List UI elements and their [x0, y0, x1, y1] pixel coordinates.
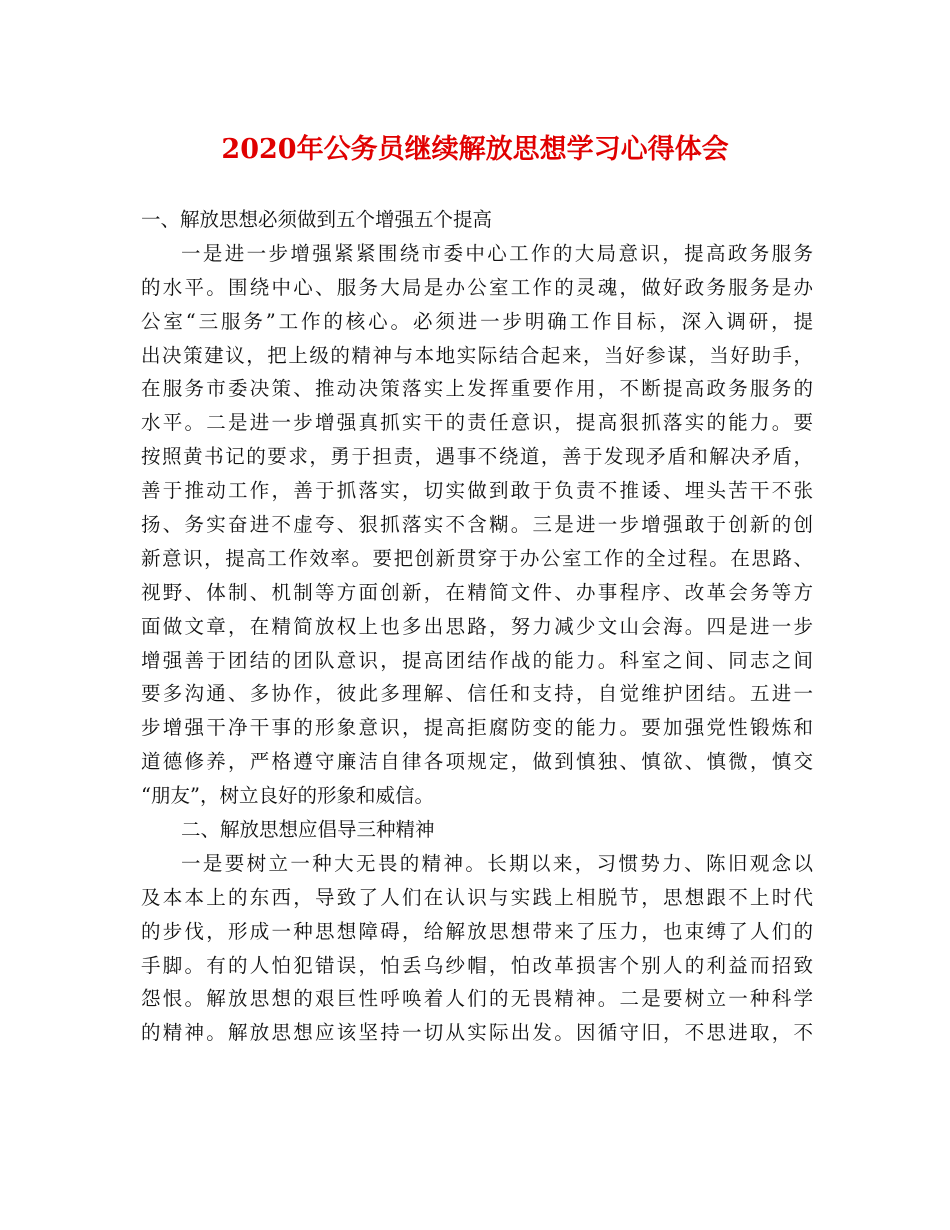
document-body	[141, 203, 813, 1050]
body-line: 手脚。有的人怕犯错误，怕丢乌纱帽，怕改革损害个别人的利益而招致	[141, 953, 813, 977]
document-title: 2020年公务员继续解放思想学习心得体会	[221, 134, 729, 165]
body-line: 出决策建议，把上级的精神与本地实际结合起来，当好参谋，当好助手，	[141, 343, 813, 367]
body-line: 一、解放思想必须做到五个增强五个提高	[141, 208, 493, 231]
body-line: 按照黄书记的要求，勇于担责，遇事不绕道，善于发现矛盾和解决矛盾，	[141, 445, 813, 469]
body-line: 道德修养，严格遵守廉洁自律各项规定，做到慎独、慎欲、慎微，慎交	[141, 750, 813, 774]
body-line: 的步伐，形成一种思想障碍，给解放思想带来了压力，也束缚了人们的	[141, 919, 813, 943]
body-line: 善于推动工作，善于抓落实，切实做到敢于负责不推诿、埋头苦干不张	[141, 479, 813, 503]
body-line: 及本本上的东西，导致了人们在认识与实践上相脱节，思想跟不上时代	[141, 885, 813, 909]
body-line: 水平。二是进一步增强真抓实干的责任意识，提高狠抓落实的能力。要	[141, 411, 813, 435]
body-line: 新意识，提高工作效率。要把创新贯穿于办公室工作的全过程。在思路、	[141, 546, 813, 570]
body-line: 步增强干净干事的形象意识，提高拒腐防变的能力。要加强党性锻炼和	[141, 716, 813, 740]
body-line: 一是进一步增强紧紧围绕市委中心工作的大局意识，提高政务服务	[181, 241, 813, 265]
body-line: 面做文章，在精简放权上也多出思路，努力减少文山会海。四是进一步	[141, 614, 813, 638]
body-line: 扬、务实奋进不虚夸、狠抓落实不含糊。三是进一步增强敢于创新的创	[141, 513, 813, 537]
body-line: 的水平。围绕中心、服务大局是办公室工作的灵魂，做好政务服务是办	[141, 275, 813, 299]
body-line: 要多沟通、多协作，彼此多理解、信任和支持，自觉维护团结。五进一	[141, 682, 813, 706]
body-line: 的精神。解放思想应该坚持一切从实际出发。因循守旧，不思进取，不	[141, 1021, 813, 1045]
body-line: “朋友”，树立良好的形象和威信。	[141, 784, 434, 808]
body-line: 视野、体制、机制等方面创新，在精简文件、办事程序、改革会务等方	[141, 580, 813, 604]
body-line: 怨恨。解放思想的艰巨性呼唤着人们的无畏精神。二是要树立一种科学	[141, 987, 813, 1011]
body-line: 二、解放思想应倡导三种精神	[181, 818, 435, 842]
body-line: 公室“三服务”工作的核心。必须进一步明确工作目标，深入调研，提	[141, 309, 813, 333]
body-line: 一是要树立一种大无畏的精神。长期以来，习惯势力、陈旧观念以	[181, 851, 813, 875]
body-line: 增强善于团结的团队意识，提高团结作战的能力。科室之间、同志之间	[141, 648, 813, 672]
body-line: 在服务市委决策、推动决策落实上发挥重要作用，不断提高政务服务的	[141, 377, 813, 401]
